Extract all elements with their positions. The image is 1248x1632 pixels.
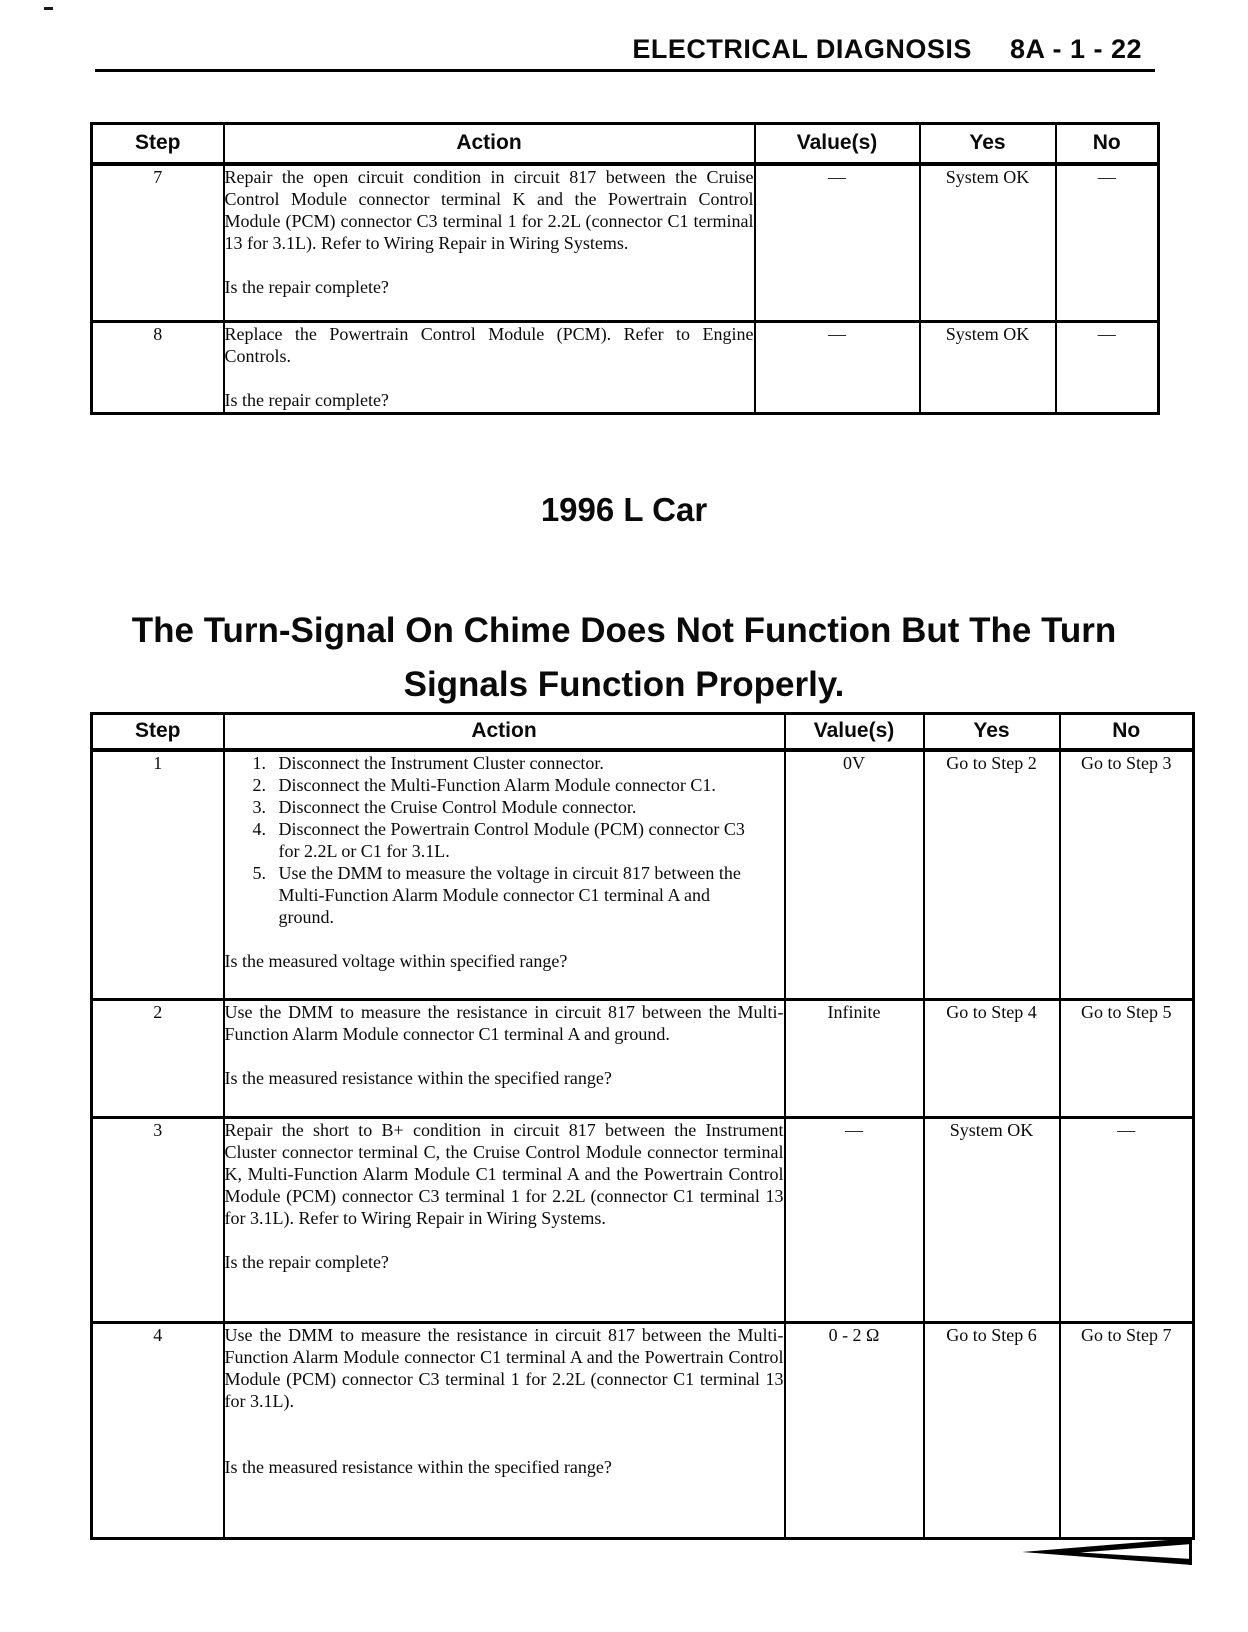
column-header-no: No — [1060, 714, 1194, 750]
column-header-yes: Yes — [920, 124, 1056, 164]
list-item — [253, 752, 758, 774]
yes-cell: System OK — [924, 1118, 1060, 1323]
table-row-step3 — [92, 1118, 1194, 1323]
action-text: Use the DMM to measure the resistance in circuit 817 between the Multi-Function Alarm Module connector C1 terminal A and ground. — [224, 1002, 784, 1044]
column-header-yes: Yes — [924, 714, 1060, 750]
column-header-step: Step — [92, 124, 224, 164]
action-numbered-list — [253, 752, 784, 928]
step-cell: 8 — [92, 322, 224, 414]
step-cell: 7 — [92, 164, 224, 322]
table-row-step4 — [92, 1323, 1194, 1539]
values-cell: — — [785, 1118, 924, 1323]
action-question: Is the repair complete? — [224, 276, 389, 297]
action-cell — [224, 164, 755, 322]
list-item-number: 5. — [252, 862, 266, 883]
section-title-line2: Signals Function Properly. — [403, 665, 845, 704]
table-row-step7 — [92, 164, 1159, 322]
list-item-text: Disconnect the Powertrain Control Module (PCM) connector C3 for 2.2L or C1 for 3.1L. — [278, 818, 745, 861]
no-cell: — — [1056, 164, 1159, 322]
page-header — [632, 34, 1142, 64]
list-item — [253, 796, 758, 818]
yes-cell: Go to Step 4 — [924, 1000, 1060, 1118]
list-item-text: Use the DMM to measure the voltage in circuit 817 between the Multi-Function Alarm Module connector C1 terminal A and ground. — [278, 862, 741, 927]
yes-cell: System OK — [920, 164, 1056, 322]
table-header-row — [92, 124, 1159, 164]
list-item-number: 2. — [252, 774, 266, 795]
no-cell: Go to Step 3 — [1060, 750, 1194, 1000]
diagnostic-table-lower — [90, 712, 1195, 1540]
section-subtitle: 1996 L Car — [540, 491, 708, 528]
table-row-step8 — [92, 322, 1159, 414]
section-title — [0, 604, 1248, 712]
column-header-no: No — [1056, 124, 1159, 164]
yes-cell: Go to Step 2 — [924, 750, 1060, 1000]
step-cell: 2 — [92, 1000, 224, 1118]
step-cell: 3 — [92, 1118, 224, 1323]
action-question: Is the repair complete? — [224, 1252, 389, 1272]
page-continuation-arrow-icon — [1022, 1537, 1192, 1567]
step-cell: 4 — [92, 1323, 224, 1539]
values-cell: — — [755, 164, 920, 322]
values-cell: 0V — [785, 750, 924, 1000]
action-cell — [224, 750, 785, 1000]
column-header-values: Value(s) — [785, 714, 924, 750]
section-title-line1: The Turn-Signal On Chime Does Not Function But The Turn — [131, 611, 1117, 650]
list-item — [253, 862, 758, 928]
values-cell: — — [755, 322, 920, 414]
action-question: Is the repair complete? — [224, 390, 389, 410]
column-header-step: Step — [92, 714, 224, 750]
no-cell: — — [1056, 322, 1159, 414]
page-number: 8A - 1 - 22 — [1009, 34, 1142, 64]
page-header-title: ELECTRICAL DIAGNOSIS — [632, 34, 972, 64]
action-text: Use the DMM to measure the resistance in circuit 817 between the Multi-Function Alarm Module connector C1 terminal A and the Powertrain Control Module (PCM) connector C3 terminal 1 for 2.2L (connector C1 terminal 13 for 3.1L). — [224, 1325, 784, 1411]
column-header-action: Action — [224, 124, 755, 164]
action-cell — [224, 1000, 785, 1118]
list-item — [253, 818, 758, 862]
list-item-number: 3. — [252, 796, 266, 817]
values-cell: Infinite — [785, 1000, 924, 1118]
column-header-action: Action — [224, 714, 785, 750]
list-item — [253, 774, 758, 796]
yes-cell: Go to Step 6 — [924, 1323, 1060, 1539]
action-cell — [224, 1323, 785, 1539]
list-item-text: Disconnect the Multi-Function Alarm Module connector C1. — [278, 774, 716, 795]
table-header-row — [92, 714, 1194, 750]
yes-cell: System OK — [920, 322, 1056, 414]
action-text: Repair the short to B+ condition in circuit 817 between the Instrument Cluster connector terminal C, the Cruise Control Module connector terminal K, Multi-Function Alarm Module C1 terminal A and the Powertrain Control Module (PCM) connector C3 terminal 1 for 2.2L (connector C1 terminal 13 for 3.1L). Refer to Wiring Repair in Wiring Systems. — [224, 1120, 784, 1228]
action-text: Repair the open circuit condition in circuit 817 between the Cruise Control Module connector terminal K and the Powertrain Control Module (PCM) connector C3 terminal 1 for 2.2L (connector C1 terminal 13 for 3.1L). Refer to Wiring Repair in Wiring Systems. — [224, 166, 754, 253]
no-cell: Go to Step 5 — [1060, 1000, 1194, 1118]
action-question: Is the measured resistance within the specified range? — [224, 1457, 612, 1477]
list-item-number: 1. — [252, 752, 266, 773]
list-item-number: 4. — [252, 818, 266, 839]
header-rule — [95, 69, 1155, 72]
column-header-values: Value(s) — [755, 124, 920, 164]
no-cell: — — [1060, 1118, 1194, 1323]
list-item-text: Disconnect the Instrument Cluster connector. — [278, 752, 604, 773]
no-cell: Go to Step 7 — [1060, 1323, 1194, 1539]
action-text: Replace the Powertrain Control Module (PCM). Refer to Engine Controls. — [224, 324, 754, 366]
values-cell: 0 - 2 Ω — [785, 1323, 924, 1539]
action-cell — [224, 1118, 785, 1323]
action-question: Is the measured voltage within specified range? — [224, 950, 568, 971]
diagnostic-table-upper — [90, 122, 1160, 415]
action-question: Is the measured resistance within the specified range? — [224, 1068, 612, 1088]
table-row-step2 — [92, 1000, 1194, 1118]
table-row-step1 — [92, 750, 1194, 1000]
list-item-text: Disconnect the Cruise Control Module connector. — [278, 796, 637, 817]
scan-artifact-dash — [44, 7, 53, 10]
action-cell — [224, 322, 755, 414]
step-cell: 1 — [92, 750, 224, 1000]
